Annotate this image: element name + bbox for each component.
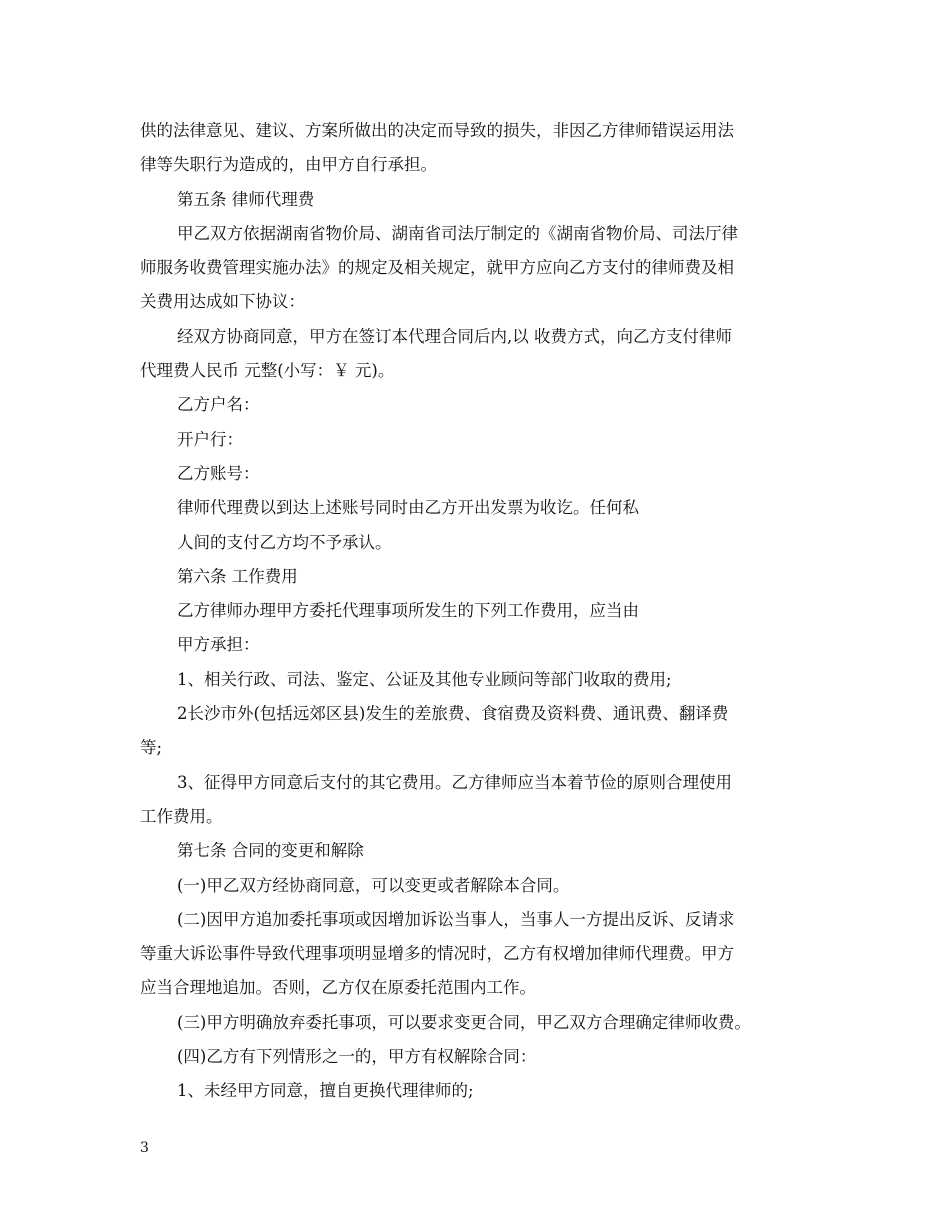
text-line: 乙方户名： (177, 395, 260, 415)
text-line: 甲方承担： (177, 635, 260, 655)
text-line: 1、未经甲方同意，擅自更换代理律师的; (177, 1081, 474, 1101)
page-number: 3 (140, 1140, 149, 1156)
text-line: (二)因甲方追加委托事项或因增加诉讼当事人，当事人一方提出反诉、反请求 (177, 909, 735, 929)
text-line: 3、征得甲方同意后支付的其它费用。乙方律师应当本着节俭的原则合理使用 (177, 772, 732, 792)
text-line: 应当合理地追加。否则，乙方仅在原委托范围内工作。 (140, 978, 536, 998)
text-line: 人间的支付乙方均不予承认。 (177, 532, 392, 552)
text-line: 供的法律意见、建议、方案所做出的决定而导致的损失，非因乙方律师错误运用法 (140, 121, 734, 140)
text-line: 经双方协商同意，甲方在签订本代理合同后内,以 收费方式，向乙方支付律师 (177, 326, 732, 346)
text-line: 师服务收费管理实施办法》的规定及相关规定，就甲方应向乙方支付的律师费及相 (140, 258, 734, 278)
text-line: 等重大诉讼事件导致代理事项明显增多的情况时，乙方有权增加律师代理费。甲方 (140, 944, 734, 964)
text-line: 第六条 工作费用 (177, 566, 298, 586)
text-line: 2长沙市外(包括远郊区县)发生的差旅费、食宿费及资料费、通讯费、翻译费 (177, 704, 729, 724)
contract-body-text (140, 114, 815, 1109)
text-line: (三)甲方明确放弃委托事项，可以要求变更合同，甲乙双方合理确定律师收费。 (177, 1012, 751, 1032)
text-line: 第七条 合同的变更和解除 (177, 841, 364, 861)
text-line: 关费用达成如下协议： (140, 292, 305, 312)
text-line: 乙方律师办理甲方委托代理事项所发生的下列工作费用，应当由 (177, 601, 639, 621)
text-line: 工作费用。 (140, 806, 223, 826)
text-line: 乙方账号： (177, 463, 260, 483)
text-line: 甲乙双方依据湖南省物价局、湖南省司法厅制定的《湖南省物价局、司法厅律 (177, 223, 738, 243)
text-line: (四)乙方有下列情形之一的，甲方有权解除合同： (177, 1047, 537, 1067)
text-line: 代理费人民币 元整(小写：￥ 元)。 (140, 361, 395, 381)
text-line: 等; (140, 738, 163, 758)
text-line: 第五条 律师代理费 (177, 189, 315, 209)
text-line: 律师代理费以到达上述账号同时由乙方开出发票为收讫。任何私 (177, 498, 639, 518)
text-line: 1、相关行政、司法、鉴定、公证及其他专业顾问等部门收取的费用; (177, 669, 672, 689)
text-line: 开户行： (177, 429, 243, 449)
text-line: 律等失职行为造成的，由甲方自行承担。 (140, 155, 437, 175)
text-line: (一)甲乙双方经协商同意，可以变更或者解除本合同。 (177, 875, 570, 895)
